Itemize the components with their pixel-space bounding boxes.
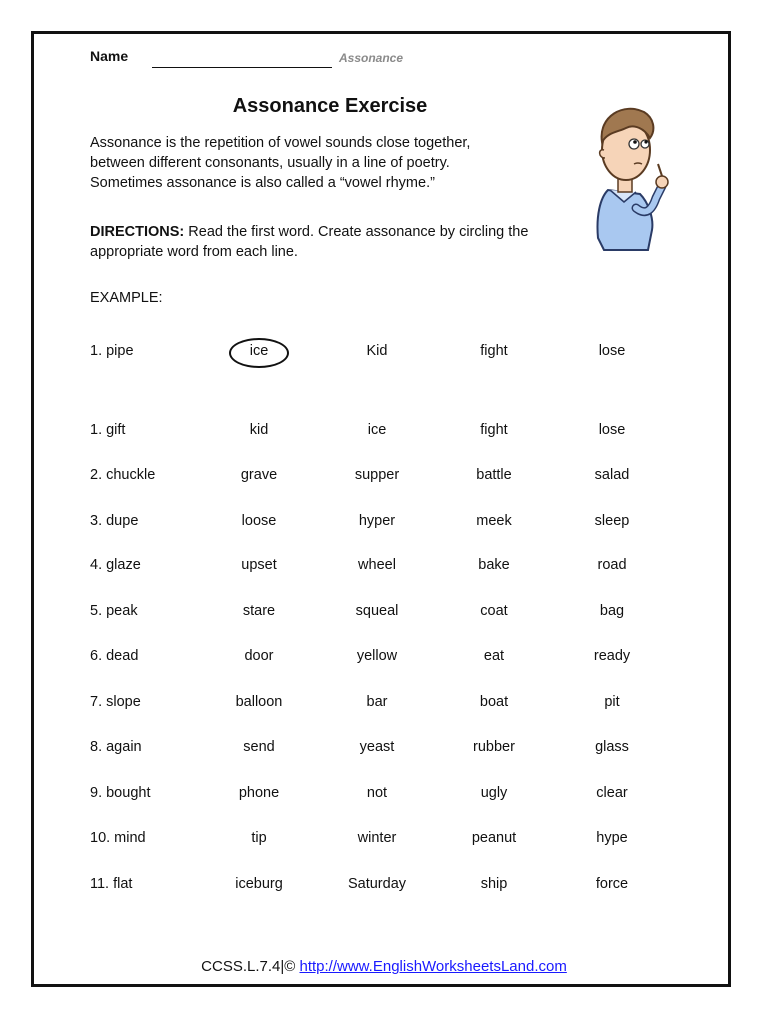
exercise-word: 6. dead xyxy=(90,648,139,664)
exercise-row xyxy=(0,603,768,627)
footer xyxy=(0,958,768,975)
page-title: Assonance Exercise xyxy=(232,95,428,117)
answer-option[interactable]: Saturday xyxy=(347,876,407,892)
answer-option[interactable]: bag xyxy=(599,603,625,619)
intro-paragraph xyxy=(90,133,570,193)
exercise-row xyxy=(0,830,768,854)
answer-option[interactable]: send xyxy=(243,739,275,755)
exercise-row xyxy=(0,648,768,672)
answer-option[interactable]: bar xyxy=(366,694,388,710)
answer-option[interactable]: glass xyxy=(595,739,629,755)
topic-label: Assonance xyxy=(339,51,404,65)
answer-option[interactable]: not xyxy=(366,785,388,801)
answer-option[interactable]: boat xyxy=(479,694,509,710)
example-answer-circle xyxy=(229,338,289,368)
exercise-row xyxy=(0,557,768,581)
answer-option[interactable]: lose xyxy=(598,422,626,438)
answer-option[interactable]: squeal xyxy=(355,603,399,619)
answer-option[interactable]: eat xyxy=(483,648,505,664)
intro-line: Sometimes assonance is also called a “vowel rhyme.” xyxy=(90,175,435,191)
answer-option[interactable]: grave xyxy=(240,467,278,483)
answer-option[interactable]: force xyxy=(595,876,629,892)
exercise-word: 4. glaze xyxy=(90,557,141,573)
exercise-row xyxy=(0,785,768,809)
example-option: Kid xyxy=(366,343,388,359)
thinking-boy-illustration xyxy=(578,98,674,258)
exercise-row xyxy=(0,422,768,446)
exercise-row xyxy=(0,876,768,900)
answer-option[interactable]: coat xyxy=(480,603,508,619)
answer-option[interactable]: supper xyxy=(354,467,400,483)
website-link[interactable]: http://www.EnglishWorksheetsLand.com xyxy=(299,958,567,975)
answer-option[interactable]: rubber xyxy=(473,739,515,755)
exercise-row xyxy=(0,694,768,718)
example-option: ice xyxy=(249,343,269,359)
answer-option[interactable]: yellow xyxy=(356,648,398,664)
exercise-word: 8. again xyxy=(90,739,142,755)
answer-option[interactable]: bake xyxy=(478,557,510,573)
answer-option[interactable]: tip xyxy=(251,830,267,846)
answer-option[interactable]: loose xyxy=(241,513,277,529)
answer-option[interactable]: stare xyxy=(242,603,276,619)
exercise-word: 3. dupe xyxy=(90,513,139,529)
answer-option[interactable]: salad xyxy=(594,467,630,483)
exercise-word: 9. bought xyxy=(90,785,151,801)
answer-option[interactable]: yeast xyxy=(359,739,395,755)
footer-standard: CCSS.L.7.4|© xyxy=(201,958,300,975)
answer-option[interactable]: wheel xyxy=(358,557,396,573)
example-option: fight xyxy=(480,343,508,359)
answer-option[interactable]: ship xyxy=(480,876,508,892)
answer-option[interactable]: ugly xyxy=(480,785,508,801)
name-input-line[interactable] xyxy=(152,67,332,68)
answer-option[interactable]: sleep xyxy=(594,513,630,529)
intro-line: Assonance is the repetition of vowel sounds close together, xyxy=(90,135,471,151)
answer-option[interactable]: kid xyxy=(249,422,269,438)
exercise-word: 2. chuckle xyxy=(90,467,156,483)
answer-option[interactable]: balloon xyxy=(235,694,283,710)
answer-option[interactable]: hype xyxy=(596,830,628,846)
answer-option[interactable]: hyper xyxy=(358,513,396,529)
answer-option[interactable]: meek xyxy=(476,513,512,529)
exercise-word: 10. mind xyxy=(90,830,146,846)
answer-option[interactable]: upset xyxy=(241,557,277,573)
intro-line: between different consonants, usually in a line of poetry. xyxy=(90,155,450,171)
answer-option[interactable]: road xyxy=(597,557,627,573)
exercise-word: 11. flat xyxy=(90,876,133,892)
example-option: lose xyxy=(598,343,626,359)
directions-text: Read the first word. Create assonance by circling the appropriate word from each line. xyxy=(90,224,529,260)
answer-option[interactable]: ice xyxy=(367,422,387,438)
answer-option[interactable]: phone xyxy=(238,785,280,801)
answer-option[interactable]: winter xyxy=(357,830,397,846)
name-label: Name xyxy=(90,48,129,64)
answer-option[interactable]: pit xyxy=(604,694,620,710)
answer-option[interactable]: door xyxy=(244,648,274,664)
answer-option[interactable]: peanut xyxy=(471,830,517,846)
answer-option[interactable]: clear xyxy=(596,785,628,801)
exercise-word: 1. gift xyxy=(90,422,126,438)
directions-paragraph xyxy=(90,222,570,262)
exercise-word: 7. slope xyxy=(90,694,141,710)
answer-option[interactable]: ready xyxy=(593,648,631,664)
exercise-row xyxy=(0,513,768,537)
directions-label: DIRECTIONS: xyxy=(90,224,185,240)
answer-option[interactable]: iceburg xyxy=(235,876,283,892)
example-label: EXAMPLE: xyxy=(90,290,163,306)
example-row xyxy=(0,343,768,367)
answer-option[interactable]: battle xyxy=(476,467,512,483)
exercise-row xyxy=(0,739,768,763)
exercise-row xyxy=(0,467,768,491)
answer-option[interactable]: fight xyxy=(480,422,508,438)
exercise-word: 5. peak xyxy=(90,603,138,619)
example-word: 1. pipe xyxy=(90,343,134,359)
